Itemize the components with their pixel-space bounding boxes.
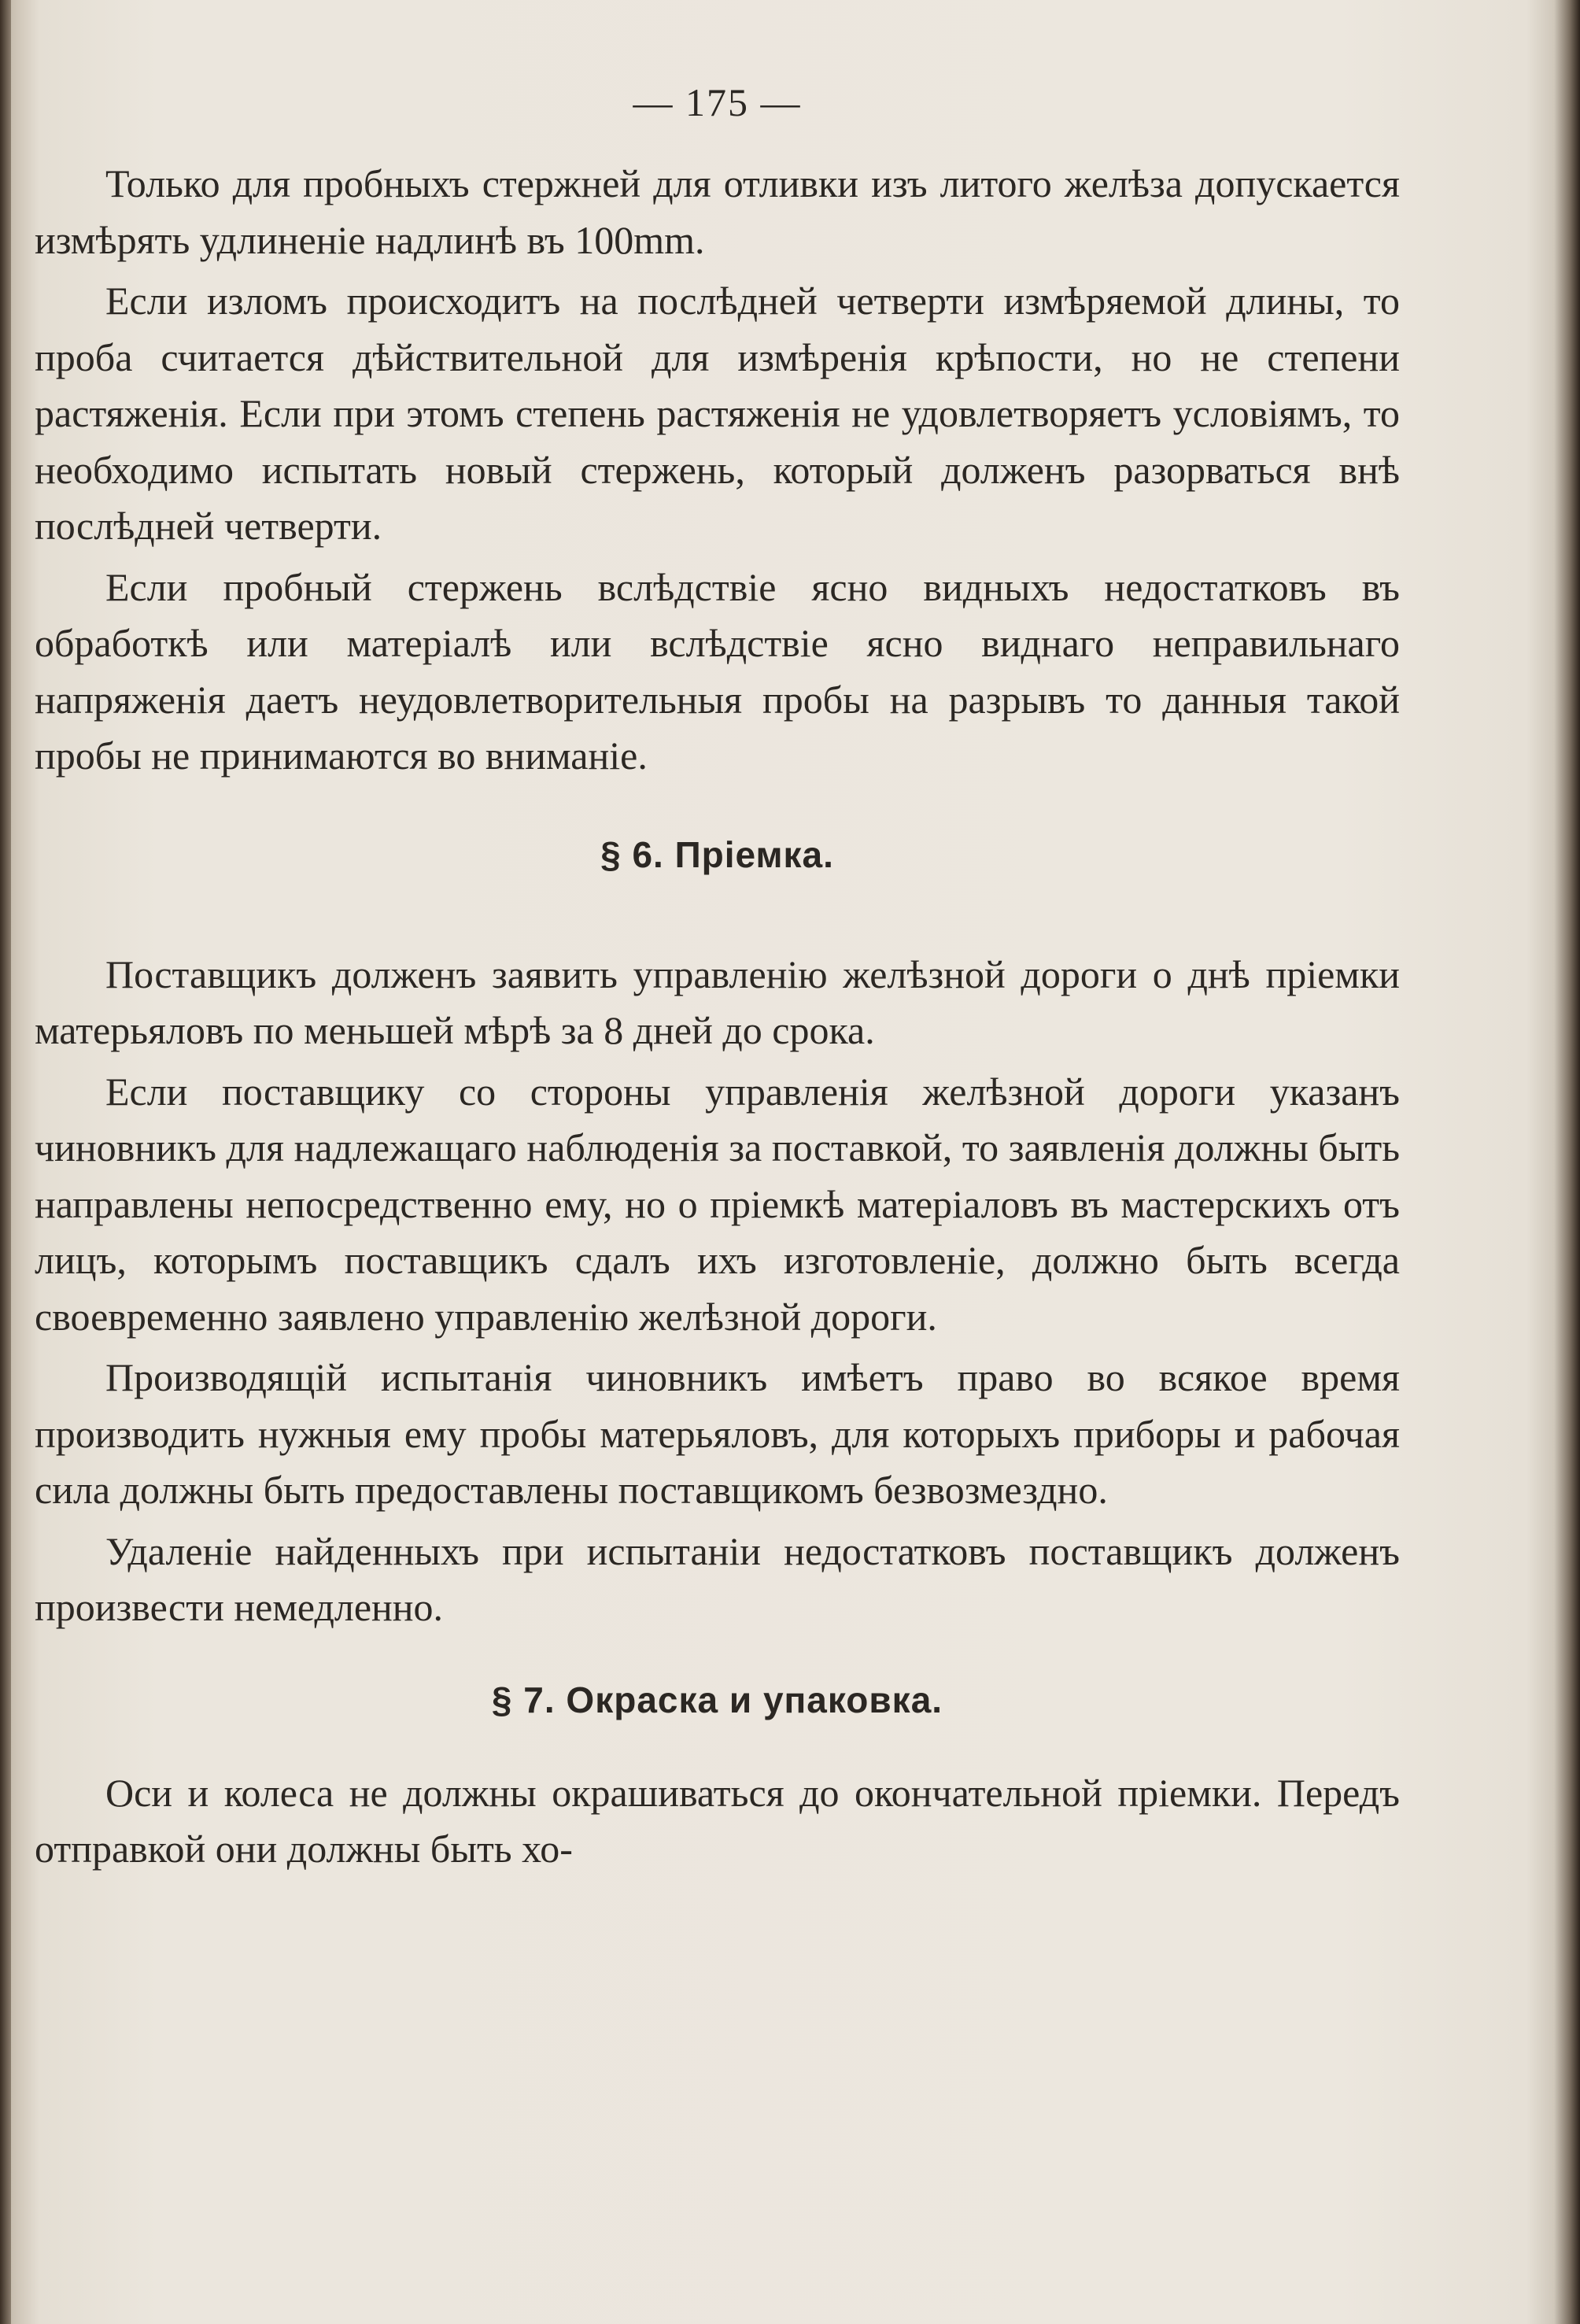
section-5-continuation (35, 156, 1400, 785)
section-heading-6: § 6. Пріемка. (600, 833, 834, 875)
page-content (35, 79, 1400, 1882)
section-6-body (35, 947, 1400, 1636)
paragraph: Только для пробныхъ стержней для отливки изъ литого желѣза допускается измѣрять удлиненіе надлинѣ въ 100mm. (35, 161, 1400, 262)
paragraph: Если изломъ происходитъ на послѣдней четверти измѣряемой длины, то проба считается дѣйствительной для измѣренія крѣпости, но не степени растяженія. Если при этомъ степень растяженія не удовлетворяетъ условіямъ, то необходимо испытать новый стержень, который долженъ разорваться внѣ послѣдней четверти. (35, 279, 1400, 548)
book-spine-shadow (0, 0, 11, 2324)
paragraph: Производящій испытанія чиновникъ имѣетъ право во всякое время производить нужныя ему пробы матерьяловъ, для которыхъ приборы и рабочая сила должны быть предоставлены поставщикомъ безвозмездно. (35, 1355, 1400, 1512)
paragraph: Поставщикъ долженъ заявить управленію желѣзной дороги о днѣ пріемки матерьяловъ по меньшей мѣрѣ за 8 дней до срока. (35, 951, 1400, 1052)
section-7-body (35, 1765, 1400, 1878)
paragraph: Удаленіе найденныхъ при испытаніи недостатковъ поставщикъ долженъ произвести немедленно. (35, 1528, 1400, 1629)
page-number: — 175 — (633, 80, 802, 124)
paragraph: Оси и колеса не должны окрашиваться до окончательной пріемки. Передъ отправкой они должны быть хо- (35, 1770, 1400, 1871)
section-heading-7: § 7. Окраска и упаковка. (491, 1679, 943, 1720)
paragraph: Если пробный стержень вслѣдствіе ясно видныхъ недостатковъ въ обработкѣ или матеріалѣ или вслѣдствіе ясно виднаго неправильнаго напряженія даетъ неудовлетворительныя пробы на разрывъ то данныя такой пробы не принимаются во вниманіе. (35, 564, 1400, 778)
paragraph: Если поставщику со стороны управленія желѣзной дороги указанъ чиновникъ для надлежащаго наблюденія за поставкой, то заявленія должны быть направлены непосредственно ему, но о пріемкѣ матеріаловъ въ мастерскихъ отъ лицъ, которымъ поставщикъ сдалъ ихъ изготовленіе, должно быть всегда своевременно заявлено управленію желѣзной дороги. (35, 1069, 1400, 1339)
